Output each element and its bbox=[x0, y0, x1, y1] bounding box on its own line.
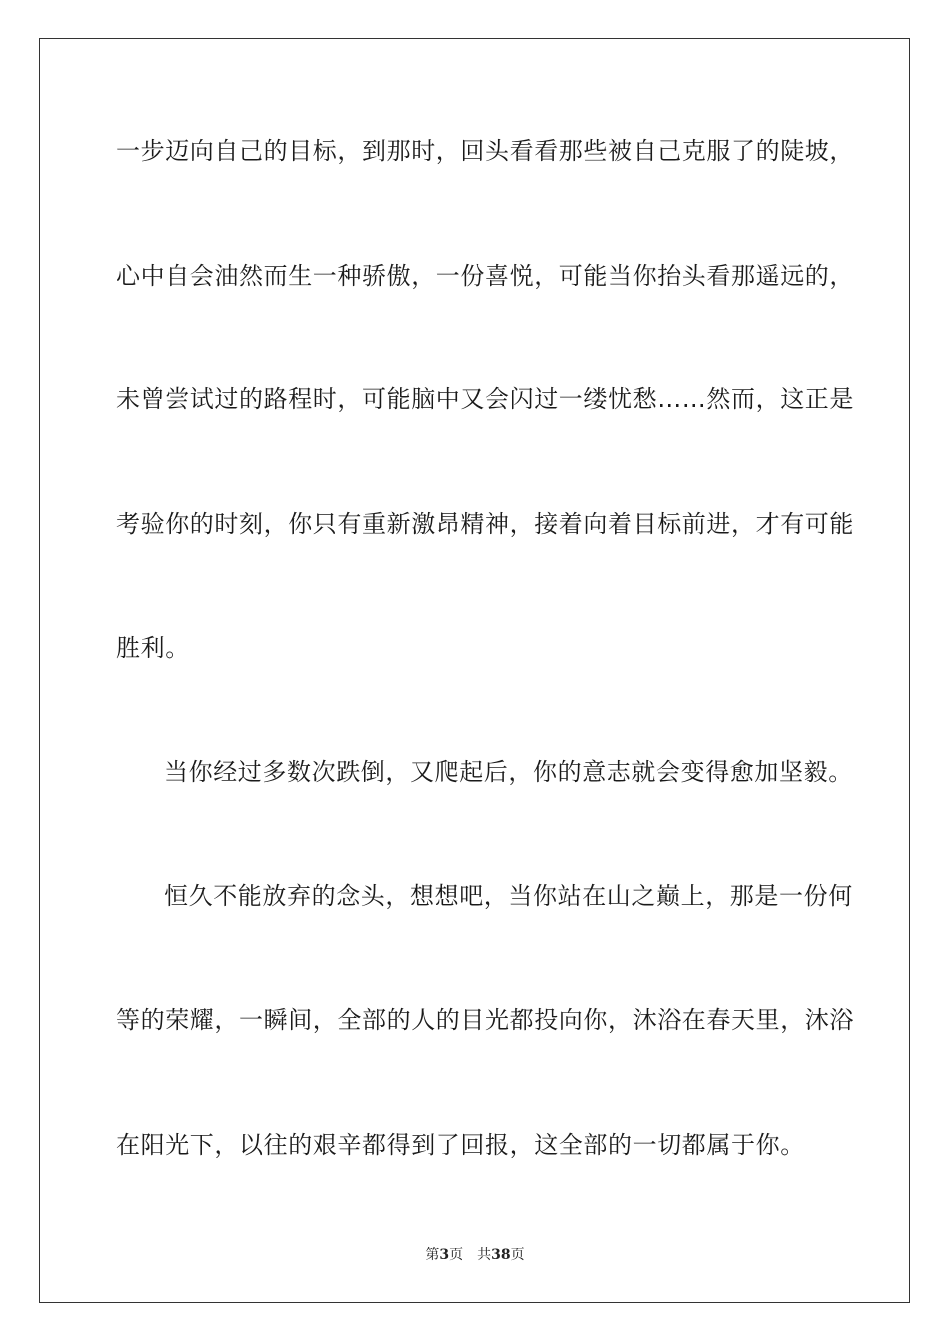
text-line-5: 胜利。 bbox=[116, 634, 190, 662]
text-line-3: 未曾尝试过的路程时，可能脑中又会闪过一缕忧愁……然而，这正是 bbox=[116, 385, 854, 413]
page-footer bbox=[0, 1246, 950, 1264]
paragraph-line-6: 当你经过多数次跌倒，又爬起后，你的意志就会变得愈加坚毅。 bbox=[164, 758, 853, 786]
page-number: 3 bbox=[439, 1247, 450, 1263]
total-prefix: 共 bbox=[477, 1247, 492, 1263]
text-line-1: 一步迈向自己的目标，到那时，回头看看那些被自己克服了的陡坡， bbox=[116, 137, 854, 165]
page-suffix: 页 bbox=[449, 1247, 464, 1263]
text-line-4: 考验你的时刻，你只有重新激昂精神，接着向着目标前进，才有可能 bbox=[116, 510, 854, 538]
text-line-2: 心中自会油然而生一种骄傲，一份喜悦，可能当你抬头看那遥远的， bbox=[116, 262, 854, 290]
page-border bbox=[39, 38, 910, 1303]
page-prefix: 第 bbox=[425, 1247, 440, 1263]
text-line-9: 在阳光下，以往的艰辛都得到了回报，这全部的一切都属于你。 bbox=[116, 1131, 805, 1159]
paragraph-line-7: 恒久不能放弃的念头，想想吧，当你站在山之巅上，那是一份何 bbox=[164, 882, 853, 910]
total-suffix: 页 bbox=[510, 1247, 525, 1263]
text-line-8: 等的荣耀，一瞬间，全部的人的目光都投向你，沐浴在春天里，沐浴 bbox=[116, 1006, 854, 1034]
total-pages: 38 bbox=[491, 1247, 511, 1263]
